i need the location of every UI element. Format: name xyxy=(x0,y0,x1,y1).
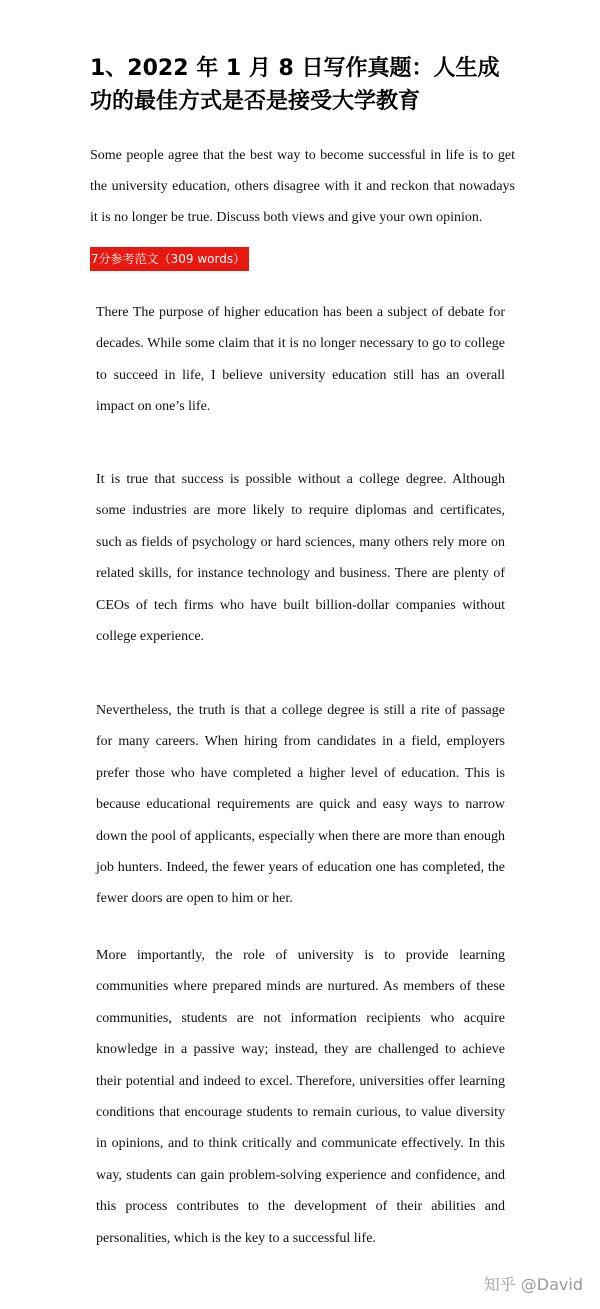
essay-paragraph-2: It is true that success is possible without a college degree. Although some industries are more likely to require diplomas and certificates, such as fields of psychology or hard sciences, many others rely more on related skills, for instance technology and business. There are plenty of CEOs of tech firms who have built billion-dollar companies without college experience. xyxy=(96,472,505,645)
sample-essay-badge: 7分参考范文（309 words） xyxy=(90,247,249,271)
page-title: 1、2022 年 1 月 8 日写作真题：人生成功的最佳方式是否是接受大学教育 xyxy=(90,56,500,114)
essay-paragraph-3: Nevertheless, the truth is that a college degree is still a rite of passage for many careers. When hiring from candidates in a field, employers prefer those who have completed a higher level of education. This is because educational requirements are quick and easy ways to narrow down the pool of applicants, especially when there are more than enough job hunters. Indeed, the fewer years of education one has completed, the fewer doors are open to him or her. xyxy=(96,703,505,907)
essay-question: Some people agree that the best way to become successful in life is to get the university education, others disagree with it and reckon that nowadays it is no longer be true. Discuss both views and give your own opinion. xyxy=(90,148,515,225)
essay-paragraph-4: More importantly, the role of university is to provide learning communities where prepared minds are nurtured. As members of these communities, students are not information recipients who acquire knowledge in a passive way; instead, they are challenged to achieve their potential and indeed to excel. Therefore, universities offer learning conditions that encourage students to remain curious, to value diversity in opinions, and to think critically and communicate effectively. In this way, students can gain problem-solving experience and confidence, and this process contributes to the development of their abilities and personalities, which is the key to a successful life. xyxy=(96,948,505,1246)
essay-paragraph-1: There The purpose of higher education has been a subject of debate for decades. While some claim that it is no longer necessary to go to college to succeed in life, I believe university education still has an overall impact on one’s life. xyxy=(96,305,505,415)
zhihu-watermark: 知乎 @David xyxy=(483,1275,583,1294)
